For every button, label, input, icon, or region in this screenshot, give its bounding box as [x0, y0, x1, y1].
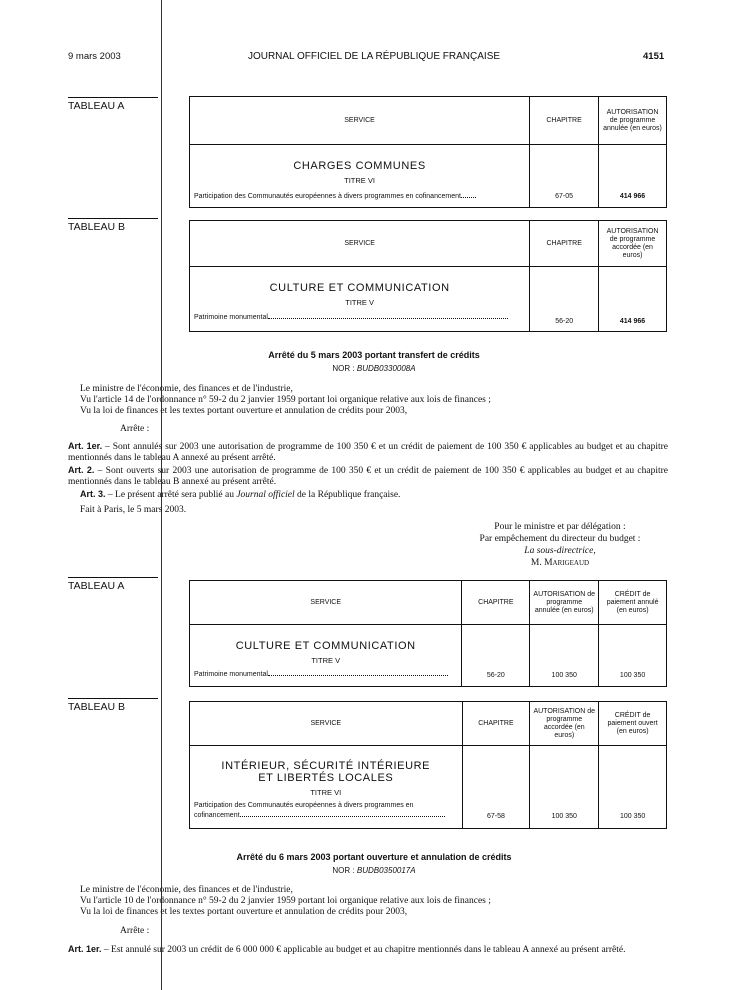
- col-credit-ouvert: CRÉDIT de paiement ouvert (en euros): [599, 702, 667, 746]
- service-cell: [190, 267, 530, 332]
- visa-minister: Le ministre de l'économie, des finances et de l'industrie,: [80, 885, 293, 895]
- signature-line-3: La sous-directrice,: [524, 546, 596, 556]
- tableau-b-table: [189, 701, 667, 829]
- col-autorisation-annulee: AUTORISATION de programme annulée (en euros): [599, 97, 667, 145]
- col-credit-annule: CRÉDIT de paiement annulé (en euros): [599, 581, 667, 625]
- col-chapitre: CHAPITRE: [530, 221, 599, 267]
- col-service: SERVICE: [190, 581, 462, 625]
- col-autorisation-annulee: AUTORISATION de programme annulée (en euros): [530, 581, 599, 625]
- titre-label: TITRE VI: [310, 788, 342, 797]
- tableau-b-label: TABLEAU B: [68, 218, 158, 233]
- service-cell: [190, 746, 463, 829]
- col-chapitre: CHAPITRE: [530, 97, 599, 145]
- table-row-label: Participation des Communautés européennes à divers programmes en cofinancement: [190, 191, 529, 201]
- value-cell: 414 966: [599, 145, 667, 208]
- ministry-title: CHARGES COMMUNES: [293, 160, 426, 172]
- titre-label: TITRE V: [311, 656, 341, 665]
- arrete-label: Arrête :: [120, 424, 150, 434]
- arrete-heading: Arrêté du 5 mars 2003 portant transfert de crédits: [268, 350, 480, 360]
- col-chapitre: CHAPITRE: [462, 702, 530, 746]
- autorisation-cell: 100 350: [530, 746, 599, 829]
- chapitre-cell: 67-58: [462, 746, 530, 829]
- col-service: SERVICE: [190, 97, 530, 145]
- tableau-a-table: [189, 96, 667, 208]
- header-page-number: 4151: [643, 51, 665, 62]
- tableau-a-label: TABLEAU A: [68, 577, 158, 592]
- visa-ordonnance: Vu l'article 14 de l'ordonnance n° 59-2 du 2 janvier 1959 portant loi organique relative aux lois de finances ;: [80, 395, 491, 405]
- service-cell: [190, 625, 462, 687]
- visa-loi-finances: Vu la loi de finances et les textes portant ouverture et annulation de crédits pour 2003,: [80, 406, 408, 416]
- chapitre-cell: 56-20: [530, 267, 599, 332]
- table-row-label: Patrimoine monumental: [190, 669, 461, 679]
- nor-reference: NOR : BUDB0330008A: [332, 364, 416, 373]
- credit-cell: 100 350: [599, 625, 667, 687]
- col-autorisation-accordee: AUTORISATION de programme accordée (en euros): [599, 221, 667, 267]
- article-1: Art. 1er. – Est annulé sur 2003 un crédit de 6 000 000 € applicable au budget et au chapitre mentionnés dans le tableau A annexé au présent arrêté.: [68, 944, 626, 955]
- col-autorisation-accordee: AUTORISATION de programme accordée (en euros): [530, 702, 599, 746]
- chapitre-cell: 56-20: [462, 625, 530, 687]
- col-chapitre: CHAPITRE: [462, 581, 530, 625]
- table-row-label: Participation des Communautés européennes à divers programmes en cofinancement: [190, 801, 462, 820]
- fait-a-paris: Fait à Paris, le 5 mars 2003.: [80, 505, 187, 515]
- visa-ordonnance: Vu l'article 10 de l'ordonnance n° 59-2 du 2 janvier 1959 portant loi organique relative aux lois de finances ;: [80, 896, 491, 906]
- article-3: Art. 3. – Le présent arrêté sera publié au Journal officiel de la République française.: [80, 489, 401, 500]
- header-journal-title: JOURNAL OFFICIEL DE LA RÉPUBLIQUE FRANÇAISE: [247, 51, 501, 62]
- autorisation-cell: 100 350: [530, 625, 599, 687]
- nor-reference: NOR : BUDB0350017A: [332, 866, 416, 875]
- value-cell: 414 966: [599, 267, 667, 332]
- tableau-b-table: [189, 220, 667, 332]
- article-1: Art. 1er. – Sont annulés sur 2003 une autorisation de programme de 100 350 € et un crédit de paiement de 100 350 € applicables au budget et au chapitre mentionnés dans le tableau A annexé au présent arrêté.: [68, 441, 668, 463]
- ministry-title-line-1: INTÉRIEUR, SÉCURITÉ INTÉRIEURE: [221, 760, 431, 772]
- col-service: SERVICE: [190, 221, 530, 267]
- ministry-title: CULTURE ET COMMUNICATION: [269, 282, 450, 294]
- arrete-heading: Arrêté du 6 mars 2003 portant ouverture et annulation de crédits: [236, 852, 512, 862]
- tableau-a-table: [189, 580, 667, 687]
- header-date: 9 mars 2003: [68, 51, 121, 62]
- credit-cell: 100 350: [599, 746, 667, 829]
- service-cell: [190, 145, 530, 208]
- article-2: Art. 2. – Sont ouverts sur 2003 une autorisation de programme de 100 350 € et un crédit de paiement de 100 350 € applicables au budget et au chapitre mentionnés dans le tableau B annexé au présent arrêté.: [68, 465, 668, 487]
- signature-line-1: Pour le ministre et par délégation :: [494, 522, 626, 532]
- chapitre-cell: 67-05: [530, 145, 599, 208]
- visa-minister: Le ministre de l'économie, des finances et de l'industrie,: [80, 384, 293, 394]
- table-row-label: Patrimoine monumental: [190, 312, 529, 322]
- ministry-title: CULTURE ET COMMUNICATION: [235, 640, 416, 652]
- arrete-label: Arrête :: [120, 926, 150, 936]
- tableau-a-label: TABLEAU A: [68, 97, 158, 112]
- signature-line-2: Par empêchement du directeur du budget :: [479, 534, 641, 544]
- col-service: SERVICE: [190, 702, 463, 746]
- visa-loi-finances: Vu la loi de finances et les textes portant ouverture et annulation de crédits pour 2003,: [80, 907, 408, 917]
- titre-label: TITRE VI: [344, 176, 375, 185]
- signature-name: M. Marigeaud: [530, 558, 590, 568]
- ministry-title-line-2: ET LIBERTÉS LOCALES: [258, 772, 394, 784]
- tableau-b-label: TABLEAU B: [68, 698, 158, 713]
- titre-label: TITRE V: [345, 298, 375, 307]
